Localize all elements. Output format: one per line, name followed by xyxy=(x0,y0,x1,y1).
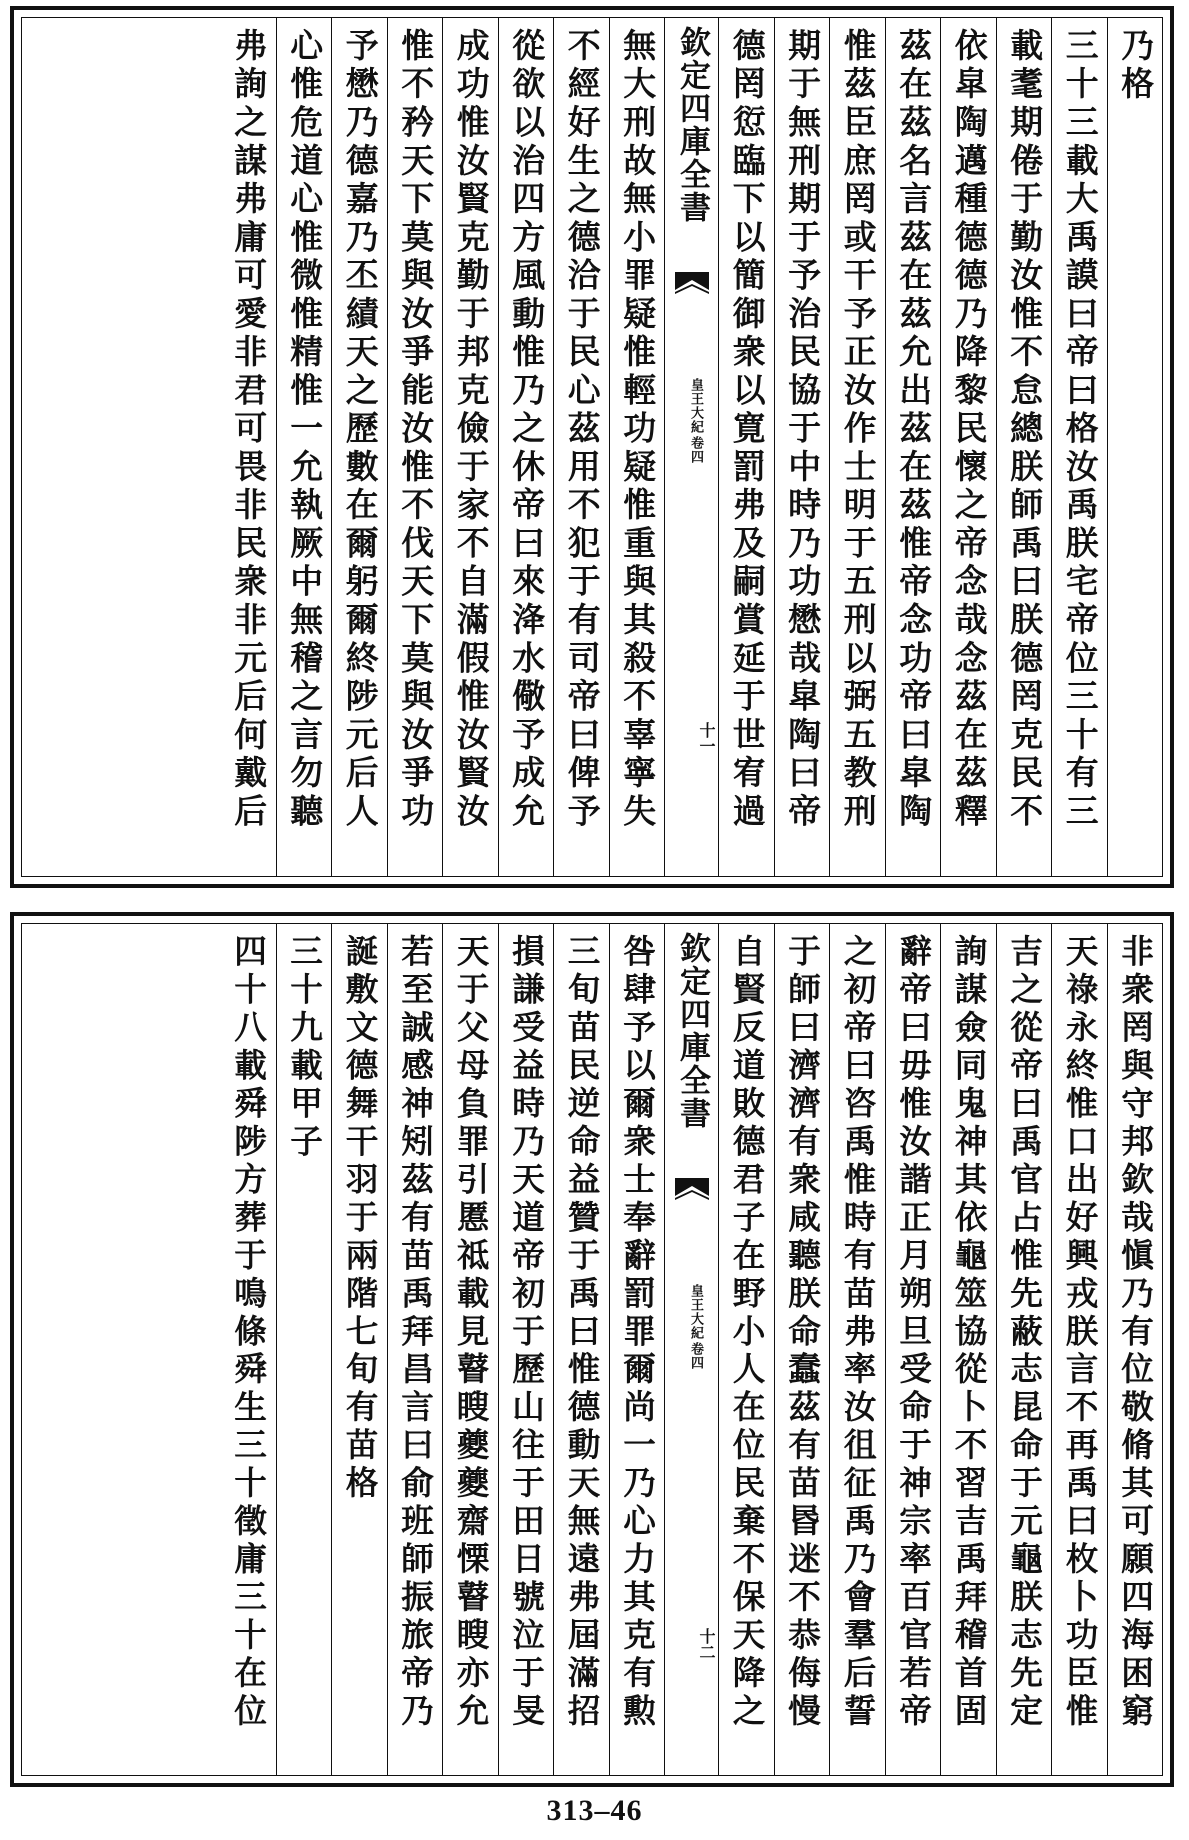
text-column xyxy=(331,18,387,876)
center-subtitle xyxy=(688,378,702,464)
fishtail-mark-icon xyxy=(675,1178,709,1204)
column-text: 無大刑故無小罪疑惟輕功疑惟重與其殺不辜寧失 xyxy=(618,28,658,832)
book-title: 皇王大紀 xyxy=(688,1284,703,1340)
column-text: 吉之從帝曰禹官占惟先蔽志昆命于元龜朕志先定 xyxy=(1005,934,1045,1732)
column-text: 若至誠感神矧茲有苗禹拜昌言曰俞班師振旅帝乃 xyxy=(396,934,436,1732)
column-text: 天于父母負罪引慝祗載見瞽瞍夔夔齋慄瞽瞍亦允 xyxy=(451,934,491,1732)
column-text: 乃格 xyxy=(1116,28,1156,105)
page-number: 313–46 xyxy=(546,1794,643,1827)
volume-label: 卷四 xyxy=(688,1342,703,1370)
column-text: 四十八載舜陟方葬于鳴條舜生三十徵庸三十在位 xyxy=(229,934,269,1732)
text-column xyxy=(498,18,554,876)
text-column xyxy=(553,924,609,1775)
column-text: 于師曰濟濟有衆咸聽朕命蠢茲有苗昬迷不恭侮慢 xyxy=(783,934,823,1732)
column-text: 成功惟汝賢克勤于邦克儉于家不自滿假惟汝賢汝 xyxy=(451,28,491,832)
text-column xyxy=(387,924,443,1775)
text-column xyxy=(609,924,665,1775)
center-title: 欽定四庫全書 xyxy=(674,26,710,224)
center-subtitle xyxy=(688,1284,702,1370)
column-text: 詢謀僉同鬼神其依龜筮協從卜不習吉禹拜稽首固 xyxy=(949,934,989,1732)
text-column xyxy=(718,18,774,876)
text-column xyxy=(553,18,609,876)
fishtail-mark-icon xyxy=(675,272,709,298)
text-column xyxy=(276,924,332,1775)
column-text: 三旬苗民逆命益贊于禹曰惟德動天無遠弗屆滿招 xyxy=(562,934,602,1732)
column-text: 三十三載大禹謨曰帝曰格汝禹朕宅帝位三十有三 xyxy=(1060,28,1100,832)
text-column xyxy=(1051,18,1107,876)
text-column xyxy=(498,924,554,1775)
column-text: 期于無刑期于予治民協于中時乃功懋哉皐陶曰帝 xyxy=(783,28,823,832)
text-column xyxy=(718,924,774,1775)
column-text: 茲在茲名言茲在茲允出茲在茲惟帝念功帝曰皐陶 xyxy=(894,28,934,832)
text-column xyxy=(442,924,498,1775)
book-title: 皇王大紀 xyxy=(688,378,703,434)
text-column xyxy=(885,924,941,1775)
column-text: 天祿永終惟口出好興戎朕言不再禹曰枚卜功臣惟 xyxy=(1060,934,1100,1732)
column-text: 咎肆予以爾衆士奉辭罰罪爾尚一乃心力其克有勲 xyxy=(618,934,658,1732)
column-text: 從欲以治四方風動惟乃之休帝曰來洚水儆予成允 xyxy=(507,28,547,832)
text-column xyxy=(609,18,665,876)
column-text: 自賢反道敗德君子在野小人在位民棄不保天降之 xyxy=(727,934,767,1732)
column-text: 予懋乃德嘉乃丕績天之歷數在爾躬爾終陟元后人 xyxy=(340,28,380,832)
column-text: 依皐陶邁種德德乃降黎民懷之帝念哉念茲在茲釋 xyxy=(949,28,989,832)
column-text: 載耄期倦于勤汝惟不怠總朕師禹曰朕德罔克民不 xyxy=(1005,28,1045,832)
column-text: 辭帝曰毋惟汝諧正月朔旦受命于神宗率百官若帝 xyxy=(894,934,934,1732)
column-text: 三十九載甲子 xyxy=(285,934,325,1162)
bottom-leaf xyxy=(10,912,1174,1787)
text-column xyxy=(220,924,276,1775)
column-text: 之初帝曰咨禹惟時有苗弗率汝徂征禹乃會羣后誓 xyxy=(838,934,878,1732)
text-column xyxy=(996,924,1052,1775)
column-text: 惟不矜天下莫與汝爭能汝惟不伐天下莫與汝爭功 xyxy=(396,28,436,832)
folio-number: 十二 xyxy=(697,1628,716,1660)
text-column xyxy=(774,18,830,876)
top-leaf-frame xyxy=(21,17,1163,877)
top-leaf xyxy=(10,6,1174,888)
column-text: 弗詢之謀弗庸可愛非君可畏非民衆非元后何戴后 xyxy=(229,28,269,832)
column-text: 不經好生之德洽于民心茲用不犯于有司帝曰俾予 xyxy=(562,28,602,832)
center-fold-column xyxy=(664,18,718,876)
text-column xyxy=(996,18,1052,876)
text-column xyxy=(1107,18,1163,876)
column-text: 德罔愆臨下以簡御衆以寛罰弗及嗣賞延于世宥過 xyxy=(727,28,767,832)
text-column xyxy=(276,18,332,876)
volume-label: 卷四 xyxy=(688,436,703,464)
text-column xyxy=(1107,924,1163,1775)
column-text: 非衆罔與守邦欽哉愼乃有位敬脩其可願四海困窮 xyxy=(1116,934,1156,1732)
text-column xyxy=(940,18,996,876)
text-column xyxy=(331,924,387,1775)
column-text: 損謙受益時乃天道帝初于歷山往于田日號泣于旻 xyxy=(507,934,547,1732)
text-column xyxy=(1051,924,1107,1775)
column-text: 誕敷文德舞干羽于兩階七旬有苗格 xyxy=(340,934,380,1504)
column-text: 惟茲臣庶罔或干予正汝作士明于五刑以弼五教刑 xyxy=(838,28,878,832)
center-title: 欽定四庫全書 xyxy=(674,932,710,1130)
text-column xyxy=(885,18,941,876)
column-text: 心惟危道心惟微惟精惟一允執厥中無稽之言勿聽 xyxy=(285,28,325,832)
text-column xyxy=(220,18,276,876)
text-column xyxy=(829,924,885,1775)
text-column xyxy=(387,18,443,876)
text-column xyxy=(774,924,830,1775)
center-fold-column xyxy=(664,924,718,1775)
text-column xyxy=(829,18,885,876)
folio-number: 十一 xyxy=(697,722,716,754)
bottom-leaf-frame xyxy=(21,923,1163,1776)
text-column xyxy=(442,18,498,876)
text-column xyxy=(940,924,996,1775)
